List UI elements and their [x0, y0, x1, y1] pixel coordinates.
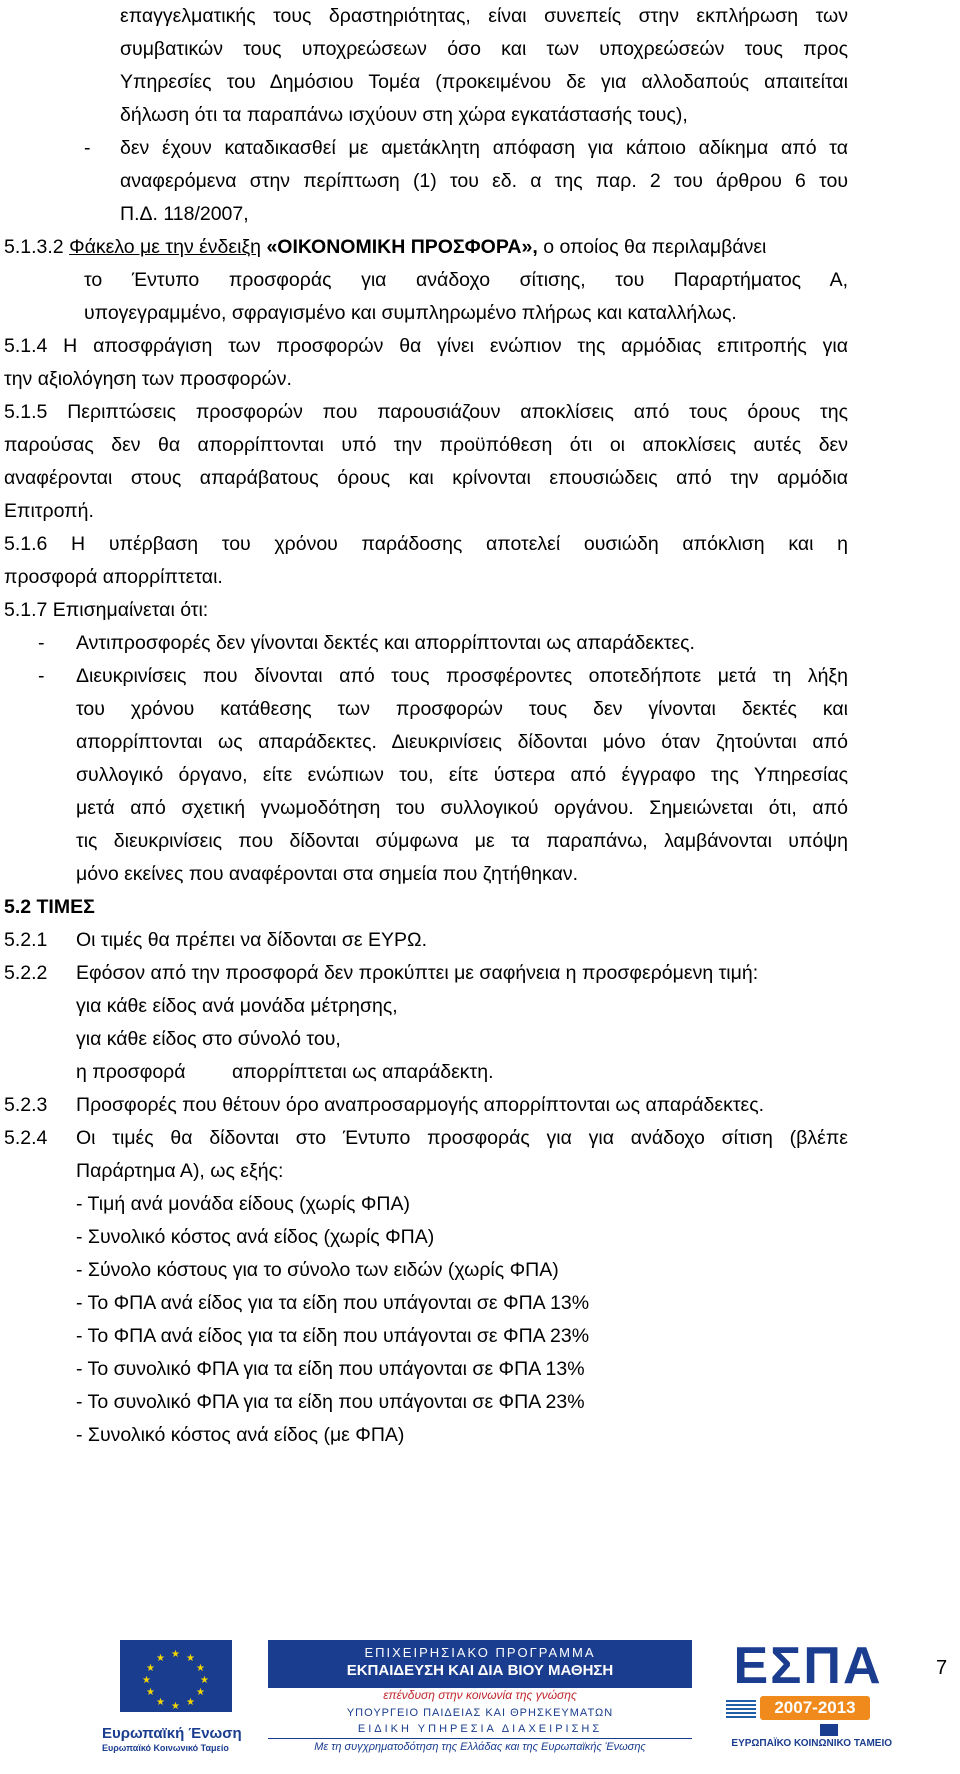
body-line: την αξιολόγηση των προσφορών.: [4, 368, 292, 390]
body-line: μετά από σχετική γνωμοδότηση του συλλογικού οργάνου. Σημειώνεται ότι, από: [76, 797, 848, 819]
body-line: για κάθε είδος ανά μονάδα μέτρησης,: [76, 995, 398, 1017]
ministry-name: ΥΠΟΥΡΓΕΙΟ ΠΑΙΔΕΙΑΣ ΚΑΙ ΘΡΗΣΚΕΥΜΑΤΩΝ: [346, 1707, 614, 1719]
list-item: - Το συνολικό ΦΠΑ για τα είδη που υπάγονται σε ΦΠΑ 13%: [76, 1358, 585, 1380]
list-item: - Συνολικό κόστος ανά είδος (χωρίς ΦΠΑ): [76, 1226, 435, 1248]
list-dash: -: [38, 665, 45, 687]
body-line: τις διευκρινίσεις που δίδονται σύμφωνα με τα παραπάνω, λαμβάνονται υπόψη: [76, 830, 848, 852]
underlined-text: Φάκελο με την ένδειξη: [69, 236, 262, 258]
body-line: Διευκρινίσεις που δίνονται από τους προσφέροντες οποτεδήποτε μετά τη λήξη: [76, 665, 848, 687]
espa-wordmark: ΕΣΠΑ: [733, 1637, 883, 1695]
footer-logos: [0, 1630, 960, 1774]
body-line: συλλογικό όργανο, είτε ενώπιων του, είτε ύστερα από έγγραφο της Υπηρεσίας: [76, 764, 848, 786]
body-line: μόνο εκείνες που αναφέρονται στα σημεία που ζητήθηκαν.: [76, 863, 579, 885]
list-item: - Το ΦΠΑ ανά είδος για τα είδη που υπάγονται σε ΦΠΑ 23%: [76, 1325, 590, 1347]
greek-flag-icon: [726, 1700, 756, 1718]
section-5-1-5: 5.1.5 Περιπτώσεις προσφορών που παρουσιάζουν αποκλίσεις από τους όρους της: [4, 401, 848, 423]
body-line: Οι τιμές θα πρέπει να δίδονται σε ΕΥΡΩ.: [76, 929, 428, 951]
body-line: Οι τιμές θα δίδονται στο Έντυπο προσφοράς για για ανάδοχο σίτιση (βλέπε: [76, 1127, 848, 1149]
section-number: 5.2.2: [4, 962, 48, 984]
body-line: παρούσας δεν θα απορρίπτονται υπό την προϋπόθεση ότι οι αποκλίσεις αυτές δεν: [4, 434, 848, 456]
cofunding-note: Με τη συγχρηματοδότηση της Ελλάδας και της Ευρωπαϊκής Ένωσης: [268, 1738, 692, 1755]
body-line: Υπηρεσίες του Δημόσιου Τομέα (προκειμένου δε για αλλοδαπούς απαιτείται: [120, 71, 848, 93]
programme-label: ΕΠΙΧΕΙΡΗΣΙΑΚΟ ΠΡΟΓΡΑΜΜΑ: [364, 1645, 596, 1660]
list-item: - Τιμή ανά μονάδα είδους (χωρίς ΦΠΑ): [76, 1193, 410, 1215]
bold-text: «ΟΙΚΟΝΟΜΙΚΗ ΠΡΟΣΦΟΡΑ»,: [266, 236, 538, 258]
section-number: 5.2.3: [4, 1094, 48, 1116]
list-item: - Το ΦΠΑ ανά είδος για τα είδη που υπάγονται σε ΦΠΑ 13%: [76, 1292, 590, 1314]
section-5-1-7: 5.1.7 Επισημαίνεται ότι:: [4, 599, 209, 621]
section-5-1-6: 5.1.6 Η υπέρβαση του χρόνου παράδοσης αποτελεί ουσιώδη απόκλιση και η: [4, 533, 848, 555]
eu-flag-small-icon: [820, 1724, 838, 1736]
eu-subtitle: Ευρωπαϊκό Κοινωνικό Ταμείο: [102, 1743, 229, 1753]
body-line: του χρόνου κατάθεσης των προσφορών τους δεν γίνονται δεκτές και: [76, 698, 848, 720]
body-line: απορρίπτονται ως απαράδεκτες. Διευκρινίσεις δίδονται μόνο όταν ζητούνται από: [76, 731, 848, 753]
list-item: - Σύνολο κόστους για το σύνολο των ειδών (χωρίς ΦΠΑ): [76, 1259, 559, 1281]
list-item: - Συνολικό κόστος ανά είδος (με ΦΠΑ): [76, 1424, 405, 1446]
body-line: υπογεγραμμένο, σφραγισμένο και συμπληρωμένο πλήρως και καταλλήλως.: [84, 302, 737, 324]
body-line: απορρίπτεται ως απαράδεκτη.: [232, 1061, 494, 1083]
managing-authority: ΕΙΔΙΚΗ ΥΠΗΡΕΣΙΑ ΔΙΑΧΕΙΡΙΣΗΣ: [357, 1723, 603, 1735]
list-item: - Το συνολικό ΦΠΑ για τα είδη που υπάγονται σε ΦΠΑ 23%: [76, 1391, 585, 1413]
body-line: η προσφορά: [76, 1061, 186, 1083]
list-dash: -: [38, 632, 45, 654]
espa-years: 2007-2013: [760, 1696, 870, 1720]
body-line: για κάθε είδος στο σύνολό του,: [76, 1028, 341, 1050]
eu-title: Ευρωπαϊκή Ένωση: [102, 1725, 242, 1742]
programme-banner: [268, 1640, 692, 1688]
section-number: 5.2.1: [4, 929, 48, 951]
body-line: Εφόσον από την προσφορά δεν προκύπτει με σαφήνεια η προσφερόμενη τιμή:: [76, 962, 759, 984]
section-heading: 5.2 ΤΙΜΕΣ: [4, 896, 95, 918]
body-line: Αντιπροσφορές δεν γίνονται δεκτές και απορρίπτονται ως απαράδεκτες.: [76, 632, 695, 654]
body-line: το Έντυπο προσφοράς για ανάδοχο σίτισης, του Παραρτήματος Α,: [84, 269, 848, 291]
list-dash: -: [84, 137, 91, 159]
body-line: επαγγελματικής τους δραστηριότητας, είναι συνεπείς στην εκπλήρωση των: [120, 5, 848, 27]
body-text: ο οποίος θα περιλαμβάνει: [543, 236, 767, 258]
section-5-1-3-2: [4, 235, 766, 259]
body-line: Π.Δ. 118/2007,: [120, 203, 249, 225]
section-5-1-4: 5.1.4 Η αποσφράγιση των προσφορών θα γίνει ενώπιον της αρμόδιας επιτροπής για: [4, 335, 848, 357]
espa-logo: [724, 1638, 892, 1748]
body-line: αναφέρονται στους απαράβατους όρους και κρίνονται επουσιώδεις από την αρμόδια: [4, 467, 848, 489]
section-number: 5.1.3.2: [4, 236, 64, 258]
espa-fund-name: ΕΥΡΩΠΑΪΚΟ ΚΟΙΝΩΝΙΚΟ ΤΑΜΕΙΟ: [731, 1738, 892, 1749]
body-line: αναφερόμενα στην περίπτωση (1) του εδ. α της παρ. 2 του άρθρου 6 του: [120, 170, 848, 192]
body-line: Επιτροπή.: [4, 500, 94, 522]
body-line: προσφορά απορρίπτεται.: [4, 566, 223, 588]
page-number: 7: [936, 1657, 948, 1679]
programme-slogan: επένδυση στην κοινωνία της γνώσης: [383, 1688, 577, 1702]
body-line: δεν έχουν καταδικασθεί με αμετάκλητη απόφαση για κάποιο αδίκημα από τα: [120, 137, 848, 159]
body-line: Παράρτημα Α), ως εξής:: [76, 1160, 284, 1182]
programme-title: ΕΚΠΑΙΔΕΥΣΗ ΚΑΙ ΔΙΑ ΒΙΟΥ ΜΑΘΗΣΗ: [346, 1662, 614, 1679]
body-line: δήλωση ότι τα παραπάνω ισχύουν στη χώρα εγκατάστασής τους),: [120, 104, 688, 126]
eu-flag-icon: ★ ★ ★ ★ ★ ★ ★ ★ ★ ★ ★ ★: [120, 1640, 232, 1712]
body-line: συμβατικών τους υποχρεώσεων όσο και των υποχρεώσεών τους προς: [120, 38, 848, 60]
body-line: Προσφορές που θέτουν όρο αναπροσαρμογής απορρίπτονται ως απαράδεκτες.: [76, 1094, 765, 1116]
section-number: 5.2.4: [4, 1127, 48, 1149]
